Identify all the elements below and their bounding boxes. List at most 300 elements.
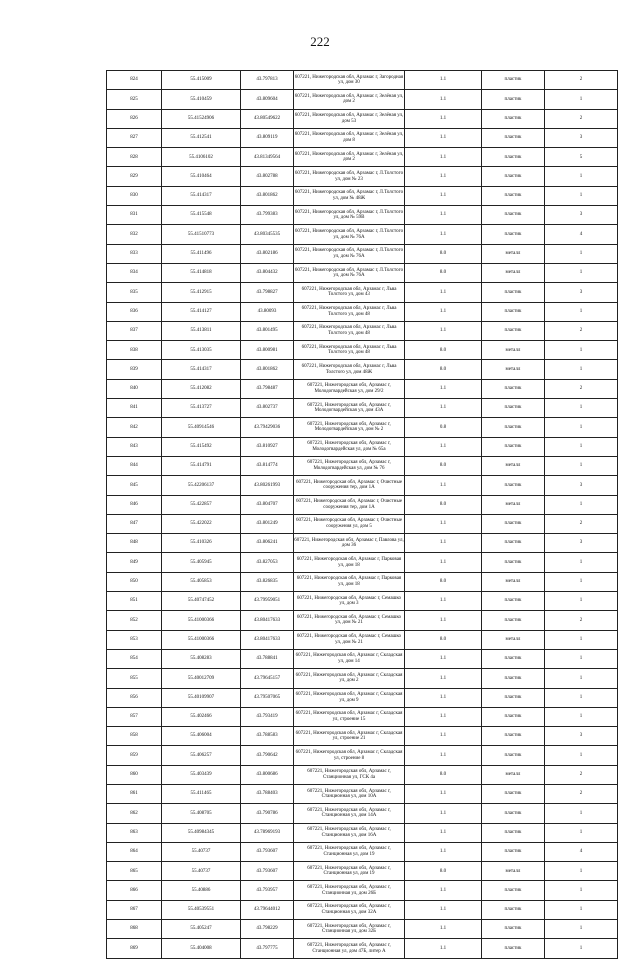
table-row xyxy=(107,341,618,360)
longitude-cell: 43.800686 xyxy=(241,765,294,784)
material-cell: пластик xyxy=(482,727,545,746)
latitude-cell: 55.40012709 xyxy=(162,669,241,688)
material-cell: пластик xyxy=(482,920,545,939)
volume-cell: 1.1 xyxy=(405,437,482,456)
table-row xyxy=(107,688,618,707)
longitude-cell: 43.79644012 xyxy=(241,900,294,919)
address-cell: 607221, Нижегородская обл, Арзамас г, Складская ул, дом 14 xyxy=(294,649,405,668)
material-cell: пластик xyxy=(482,418,545,437)
count-cell: 2 xyxy=(545,611,618,630)
container-sites-table xyxy=(106,70,618,959)
longitude-cell: 43.800981 xyxy=(241,341,294,360)
latitude-cell: 55.415492 xyxy=(162,437,241,456)
volume-cell: 1.1 xyxy=(405,939,482,958)
table-row xyxy=(107,263,618,282)
latitude-cell: 55.40109907 xyxy=(162,688,241,707)
volume-cell: 1.1 xyxy=(405,804,482,823)
latitude-cell: 55.40886 xyxy=(162,881,241,900)
volume-cell: 1.1 xyxy=(405,553,482,572)
longitude-cell: 43.793419 xyxy=(241,707,294,726)
latitude-cell: 55.40914546 xyxy=(162,418,241,437)
latitude-cell: 55.415548 xyxy=(162,206,241,225)
volume-cell: 8.0 xyxy=(405,244,482,263)
row-number-cell: 868 xyxy=(107,920,162,939)
volume-cell: 1.1 xyxy=(405,746,482,765)
count-cell: 1 xyxy=(545,823,618,842)
table-row xyxy=(107,399,618,418)
latitude-cell: 55.410326 xyxy=(162,534,241,553)
row-number-cell: 858 xyxy=(107,727,162,746)
volume-cell: 8.0 xyxy=(405,765,482,784)
row-number-cell: 842 xyxy=(107,418,162,437)
longitude-cell: 43.806241 xyxy=(241,534,294,553)
material-cell: пластик xyxy=(482,823,545,842)
longitude-cell: 43.788583 xyxy=(241,727,294,746)
row-number-cell: 847 xyxy=(107,514,162,533)
latitude-cell: 55.422857 xyxy=(162,495,241,514)
latitude-cell: 55.41000366 xyxy=(162,611,241,630)
material-cell: металл xyxy=(482,572,545,591)
address-cell: 607221, Нижегородская обл, Арзамас г, Станционная ул, дом 26Б xyxy=(294,881,405,900)
material-cell: пластик xyxy=(482,611,545,630)
count-cell: 2 xyxy=(545,784,618,803)
material-cell: металл xyxy=(482,341,545,360)
address-cell: 607221, Нижегородская обл, Арзамас г, Станционная ул, дом 10А xyxy=(294,784,405,803)
row-number-cell: 824 xyxy=(107,71,162,90)
latitude-cell: 55.42206137 xyxy=(162,476,241,495)
material-cell: металл xyxy=(482,456,545,475)
row-number-cell: 840 xyxy=(107,379,162,398)
row-number-cell: 865 xyxy=(107,862,162,881)
table-row xyxy=(107,707,618,726)
volume-cell: 1.1 xyxy=(405,225,482,244)
address-cell: 607221, Нижегородская обл, Арзамас г, Молодогвардейская ул, дом № 2 xyxy=(294,418,405,437)
address-cell: 607221, Нижегородская обл, Арзамас г, Складская ул, строение 21 xyxy=(294,727,405,746)
row-number-cell: 869 xyxy=(107,939,162,958)
volume-cell: 1.1 xyxy=(405,920,482,939)
volume-cell: 1.1 xyxy=(405,167,482,186)
latitude-cell: 55.412082 xyxy=(162,379,241,398)
count-cell: 2 xyxy=(545,765,618,784)
longitude-cell: 43.798487 xyxy=(241,379,294,398)
row-number-cell: 853 xyxy=(107,630,162,649)
material-cell: металл xyxy=(482,360,545,379)
row-number-cell: 846 xyxy=(107,495,162,514)
longitude-cell: 43.798827 xyxy=(241,283,294,302)
table-row xyxy=(107,669,618,688)
table-row xyxy=(107,148,618,167)
volume-cell: 1.1 xyxy=(405,321,482,340)
latitude-cell: 55.413811 xyxy=(162,321,241,340)
table-row xyxy=(107,90,618,109)
table-row xyxy=(107,360,618,379)
longitude-cell: 43.826835 xyxy=(241,572,294,591)
count-cell: 1 xyxy=(545,804,618,823)
row-number-cell: 850 xyxy=(107,572,162,591)
count-cell: 1 xyxy=(545,399,618,418)
table-row xyxy=(107,553,618,572)
table-row xyxy=(107,862,618,881)
row-number-cell: 861 xyxy=(107,784,162,803)
material-cell: пластик xyxy=(482,746,545,765)
longitude-cell: 43.80093 xyxy=(241,302,294,321)
address-cell: 607221, Нижегородская обл, Арзамас г, Зелёная ул, дом 8 xyxy=(294,128,405,147)
latitude-cell: 55.414317 xyxy=(162,360,241,379)
row-number-cell: 827 xyxy=(107,128,162,147)
latitude-cell: 55.415009 xyxy=(162,71,241,90)
count-cell: 5 xyxy=(545,148,618,167)
latitude-cell: 55.40737 xyxy=(162,862,241,881)
volume-cell: 1.1 xyxy=(405,476,482,495)
address-cell: 607221, Нижегородская обл, Арзамас г, Станционная ул, дом 19 xyxy=(294,842,405,861)
count-cell: 1 xyxy=(545,302,618,321)
latitude-cell: 55.41524906 xyxy=(162,109,241,128)
material-cell: пластик xyxy=(482,71,545,90)
table-row xyxy=(107,514,618,533)
table-row xyxy=(107,630,618,649)
volume-cell: 1.1 xyxy=(405,148,482,167)
latitude-cell: 55.402466 xyxy=(162,707,241,726)
table-row xyxy=(107,611,618,630)
address-cell: 607221, Нижегородская обл, Арзамас г, Станционная ул, дом 16А xyxy=(294,823,405,842)
address-cell: 607221, Нижегородская обл, Арзамас г, Очистные сооружения тер, дом 1А xyxy=(294,476,405,495)
latitude-cell: 55.413035 xyxy=(162,341,241,360)
address-cell: 607221, Нижегородская обл, Арзамас г, Льва Толстого ул, дом 48 xyxy=(294,321,405,340)
volume-cell: 1.1 xyxy=(405,688,482,707)
count-cell: 1 xyxy=(545,900,618,919)
volume-cell: 1.1 xyxy=(405,283,482,302)
longitude-cell: 43.80417633 xyxy=(241,630,294,649)
volume-cell: 1.1 xyxy=(405,592,482,611)
table-row xyxy=(107,649,618,668)
material-cell: металл xyxy=(482,263,545,282)
count-cell: 1 xyxy=(545,360,618,379)
row-number-cell: 839 xyxy=(107,360,162,379)
table-row xyxy=(107,746,618,765)
longitude-cell: 43.80261993 xyxy=(241,476,294,495)
material-cell: металл xyxy=(482,765,545,784)
latitude-cell: 55.414791 xyxy=(162,456,241,475)
address-cell: 607221, Нижегородская обл, Арзамас г, Льва Толстого ул, дом 48 xyxy=(294,341,405,360)
material-cell: пластик xyxy=(482,534,545,553)
material-cell: пластик xyxy=(482,939,545,958)
material-cell: пластик xyxy=(482,784,545,803)
address-cell: 607221, Нижегородская обл, Арзамас г, Молодогвардейская ул, дом 43А xyxy=(294,399,405,418)
table-row xyxy=(107,784,618,803)
count-cell: 1 xyxy=(545,592,618,611)
latitude-cell: 55.403439 xyxy=(162,765,241,784)
volume-cell: 1.1 xyxy=(405,71,482,90)
volume-cell: 1.1 xyxy=(405,186,482,205)
count-cell: 1 xyxy=(545,746,618,765)
row-number-cell: 841 xyxy=(107,399,162,418)
row-number-cell: 826 xyxy=(107,109,162,128)
row-number-cell: 830 xyxy=(107,186,162,205)
latitude-cell: 55.405945 xyxy=(162,553,241,572)
table-row xyxy=(107,71,618,90)
volume-cell: 8.0 xyxy=(405,572,482,591)
material-cell: пластик xyxy=(482,842,545,861)
longitude-cell: 43.809604 xyxy=(241,90,294,109)
longitude-cell: 43.80417633 xyxy=(241,611,294,630)
count-cell: 1 xyxy=(545,418,618,437)
row-number-cell: 849 xyxy=(107,553,162,572)
volume-cell: 8.0 xyxy=(405,456,482,475)
table-row xyxy=(107,476,618,495)
volume-cell: 8.0 xyxy=(405,630,482,649)
count-cell: 4 xyxy=(545,225,618,244)
count-cell: 1 xyxy=(545,90,618,109)
row-number-cell: 863 xyxy=(107,823,162,842)
material-cell: пластик xyxy=(482,688,545,707)
table-row xyxy=(107,804,618,823)
table-row xyxy=(107,437,618,456)
latitude-cell: 55.411465 xyxy=(162,784,241,803)
material-cell: пластик xyxy=(482,649,545,668)
longitude-cell: 43.802737 xyxy=(241,399,294,418)
address-cell: 607221, Нижегородская обл, Арзамас г, Зелёная ул, дом 2 xyxy=(294,148,405,167)
latitude-cell: 55.405247 xyxy=(162,920,241,939)
row-number-cell: 857 xyxy=(107,707,162,726)
latitude-cell: 55.408705 xyxy=(162,804,241,823)
row-number-cell: 867 xyxy=(107,900,162,919)
longitude-cell: 43.80345535 xyxy=(241,225,294,244)
material-cell: пластик xyxy=(482,206,545,225)
row-number-cell: 845 xyxy=(107,476,162,495)
material-cell: пластик xyxy=(482,148,545,167)
count-cell: 1 xyxy=(545,167,618,186)
table-row xyxy=(107,592,618,611)
volume-cell: 0.8 xyxy=(405,418,482,437)
count-cell: 3 xyxy=(545,283,618,302)
address-cell: 607221, Нижегородская обл, Арзамас г, Складская ул, дом 2 xyxy=(294,669,405,688)
table-row xyxy=(107,418,618,437)
volume-cell: 1.1 xyxy=(405,611,482,630)
longitude-cell: 43.797775 xyxy=(241,939,294,958)
row-number-cell: 852 xyxy=(107,611,162,630)
row-number-cell: 837 xyxy=(107,321,162,340)
volume-cell: 1.1 xyxy=(405,842,482,861)
address-cell: 607221, Нижегородская обл, Арзамас г, Зелёная ул, дом 53 xyxy=(294,109,405,128)
row-number-cell: 866 xyxy=(107,881,162,900)
latitude-cell: 55.40737 xyxy=(162,842,241,861)
table-row xyxy=(107,302,618,321)
count-cell: 3 xyxy=(545,476,618,495)
table-row xyxy=(107,534,618,553)
table-row xyxy=(107,321,618,340)
address-cell: 607221, Нижегородская обл, Арзамас г, Л.Толстого ул, дом № 23 xyxy=(294,167,405,186)
table-row xyxy=(107,823,618,842)
table-row xyxy=(107,379,618,398)
row-number-cell: 829 xyxy=(107,167,162,186)
count-cell: 1 xyxy=(545,862,618,881)
longitude-cell: 43.801862 xyxy=(241,360,294,379)
row-number-cell: 862 xyxy=(107,804,162,823)
table-row xyxy=(107,206,618,225)
row-number-cell: 859 xyxy=(107,746,162,765)
row-number-cell: 831 xyxy=(107,206,162,225)
longitude-cell: 43.79507065 xyxy=(241,688,294,707)
longitude-cell: 43.79429036 xyxy=(241,418,294,437)
latitude-cell: 55.422022 xyxy=(162,514,241,533)
longitude-cell: 43.80549622 xyxy=(241,109,294,128)
row-number-cell: 835 xyxy=(107,283,162,302)
volume-cell: 8.0 xyxy=(405,360,482,379)
address-cell: 607221, Нижегородская обл, Арзамас г, Станционная ул, дом 47Б, литер А xyxy=(294,939,405,958)
table-body xyxy=(107,71,618,959)
count-cell: 1 xyxy=(545,572,618,591)
volume-cell: 1.1 xyxy=(405,399,482,418)
address-cell: 607221, Нижегородская обл, Арзамас г, Льва Толстого ул, дом 48 xyxy=(294,302,405,321)
material-cell: металл xyxy=(482,630,545,649)
address-cell: 607221, Нижегородская обл, Арзамас г, Семашко ул, дом 3 xyxy=(294,592,405,611)
row-number-cell: 834 xyxy=(107,263,162,282)
row-number-cell: 851 xyxy=(107,592,162,611)
count-cell: 2 xyxy=(545,379,618,398)
material-cell: пластик xyxy=(482,90,545,109)
latitude-cell: 55.40539551 xyxy=(162,900,241,919)
row-number-cell: 836 xyxy=(107,302,162,321)
material-cell: металл xyxy=(482,244,545,263)
longitude-cell: 43.804432 xyxy=(241,263,294,282)
count-cell: 3 xyxy=(545,534,618,553)
count-cell: 2 xyxy=(545,514,618,533)
row-number-cell: 828 xyxy=(107,148,162,167)
row-number-cell: 833 xyxy=(107,244,162,263)
count-cell: 1 xyxy=(545,688,618,707)
table-row xyxy=(107,225,618,244)
latitude-cell: 55.413727 xyxy=(162,399,241,418)
count-cell: 3 xyxy=(545,206,618,225)
count-cell: 1 xyxy=(545,186,618,205)
latitude-cell: 55.40984345 xyxy=(162,823,241,842)
count-cell: 1 xyxy=(545,707,618,726)
material-cell: металл xyxy=(482,862,545,881)
longitude-cell: 43.801862 xyxy=(241,186,294,205)
longitude-cell: 43.79959051 xyxy=(241,592,294,611)
longitude-cell: 43.788403 xyxy=(241,784,294,803)
table-row xyxy=(107,765,618,784)
volume-cell: 1.1 xyxy=(405,707,482,726)
latitude-cell: 55.414818 xyxy=(162,263,241,282)
count-cell: 1 xyxy=(545,263,618,282)
material-cell: пластик xyxy=(482,707,545,726)
count-cell: 1 xyxy=(545,244,618,263)
table-row xyxy=(107,167,618,186)
longitude-cell: 43.793957 xyxy=(241,881,294,900)
table-row xyxy=(107,244,618,263)
latitude-cell: 55.410459 xyxy=(162,90,241,109)
count-cell: 4 xyxy=(545,842,618,861)
row-number-cell: 832 xyxy=(107,225,162,244)
latitude-cell: 55.410464 xyxy=(162,167,241,186)
address-cell: 607221, Нижегородская обл, Арзамас г, Л.Толстого ул, дом № 76А xyxy=(294,263,405,282)
longitude-cell: 43.790642 xyxy=(241,746,294,765)
table-row xyxy=(107,495,618,514)
address-cell: 607221, Нижегородская обл, Арзамас г, Молодогвардейская ул, дом № 76 xyxy=(294,456,405,475)
longitude-cell: 43.793607 xyxy=(241,862,294,881)
longitude-cell: 43.802788 xyxy=(241,167,294,186)
address-cell: 607221, Нижегородская обл, Арзамас г, Парковая ул, дом 18 xyxy=(294,553,405,572)
table-row xyxy=(107,456,618,475)
table-row xyxy=(107,920,618,939)
longitude-cell: 43.797813 xyxy=(241,71,294,90)
address-cell: 607221, Нижегородская обл, Арзамас г, Станционная ул, дом 14А xyxy=(294,804,405,823)
volume-cell: 1.1 xyxy=(405,727,482,746)
address-cell: 607221, Нижегородская обл, Арзамас г, Складская ул, строение 15 xyxy=(294,707,405,726)
address-cell: 607221, Нижегородская обл, Арзамас г, Парковая ул, дом 18 xyxy=(294,572,405,591)
row-number-cell: 843 xyxy=(107,437,162,456)
page-number: 222 xyxy=(310,34,330,49)
volume-cell: 1.1 xyxy=(405,514,482,533)
longitude-cell: 43.798229 xyxy=(241,920,294,939)
longitude-cell: 43.827053 xyxy=(241,553,294,572)
material-cell: пластик xyxy=(482,302,545,321)
material-cell: пластик xyxy=(482,881,545,900)
longitude-cell: 43.814774 xyxy=(241,456,294,475)
count-cell: 3 xyxy=(545,128,618,147)
volume-cell: 8.0 xyxy=(405,495,482,514)
address-cell: 607221, Нижегородская обл, Арзамас г, Загородная ул, дом 30 xyxy=(294,71,405,90)
longitude-cell: 43.790786 xyxy=(241,804,294,823)
table-row xyxy=(107,109,618,128)
longitude-cell: 43.810927 xyxy=(241,437,294,456)
material-cell: пластик xyxy=(482,283,545,302)
volume-cell: 8.0 xyxy=(405,341,482,360)
count-cell: 1 xyxy=(545,437,618,456)
address-cell: 607221, Нижегородская обл, Арзамас г, Семашко ул, дом № 21 xyxy=(294,630,405,649)
latitude-cell: 55.408283 xyxy=(162,649,241,668)
row-number-cell: 848 xyxy=(107,534,162,553)
count-cell: 1 xyxy=(545,881,618,900)
count-cell: 1 xyxy=(545,920,618,939)
count-cell: 1 xyxy=(545,669,618,688)
longitude-cell: 43.79645157 xyxy=(241,669,294,688)
latitude-cell: 55.41510773 xyxy=(162,225,241,244)
table-row xyxy=(107,900,618,919)
address-cell: 607221, Нижегородская обл, Арзамас г, Складская ул, дом 9 xyxy=(294,688,405,707)
row-number-cell: 838 xyxy=(107,341,162,360)
longitude-cell: 43.793607 xyxy=(241,842,294,861)
address-cell: 607221, Нижегородская обл, Арзамас г, Станционная ул, дом 32Б xyxy=(294,920,405,939)
volume-cell: 1.1 xyxy=(405,784,482,803)
volume-cell: 8.0 xyxy=(405,263,482,282)
table-row xyxy=(107,881,618,900)
material-cell: пластик xyxy=(482,804,545,823)
count-cell: 2 xyxy=(545,109,618,128)
address-cell: 607221, Нижегородская обл, Арзамас г, Л.Толстого ул, дом № 76А xyxy=(294,244,405,263)
address-cell: 607221, Нижегородская обл, Арзамас г, Семашко ул, дом № 21 xyxy=(294,611,405,630)
volume-cell: 1.1 xyxy=(405,881,482,900)
latitude-cell: 55.414317 xyxy=(162,186,241,205)
longitude-cell: 43.804707 xyxy=(241,495,294,514)
table-row xyxy=(107,128,618,147)
longitude-cell: 43.809119 xyxy=(241,128,294,147)
latitude-cell: 55.41000366 xyxy=(162,630,241,649)
material-cell: пластик xyxy=(482,379,545,398)
table-row xyxy=(107,283,618,302)
material-cell: пластик xyxy=(482,437,545,456)
longitude-cell: 43.801495 xyxy=(241,321,294,340)
count-cell: 1 xyxy=(545,456,618,475)
count-cell: 3 xyxy=(545,727,618,746)
address-cell: 607221, Нижегородская обл, Арзамас г, Станционная ул, ГСК 4а xyxy=(294,765,405,784)
address-cell: 607221, Нижегородская обл, Арзамас г, Л.Толстого ул, дом № 48Ж xyxy=(294,186,405,205)
volume-cell: 1.1 xyxy=(405,379,482,398)
row-number-cell: 860 xyxy=(107,765,162,784)
table-row xyxy=(107,572,618,591)
longitude-cell: 43.788841 xyxy=(241,649,294,668)
